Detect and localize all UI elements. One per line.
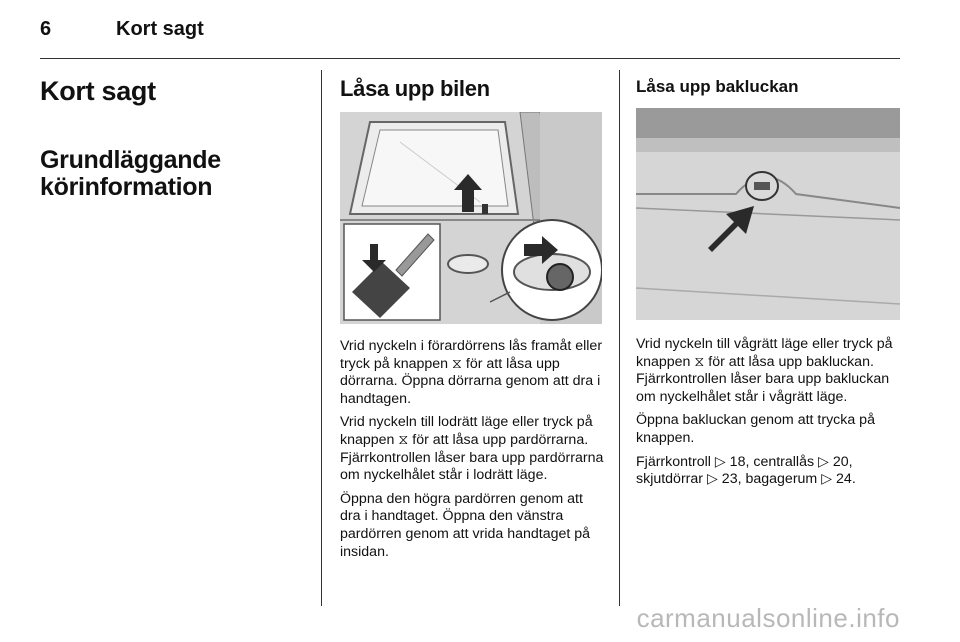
- column-2: [340, 76, 604, 567]
- unlock-tailgate-paragraph-2: Öppna bakluckan genom att trycka på knappen.: [636, 412, 875, 446]
- column-1: [40, 76, 310, 201]
- column-3: [636, 76, 902, 495]
- page-number: 6: [40, 18, 52, 40]
- section-heading: Kort sagt: [40, 76, 156, 106]
- column-divider-1: [321, 70, 322, 606]
- car-door-unlock-illustration: [340, 112, 602, 324]
- header-title: Kort sagt: [116, 18, 204, 40]
- unlock-tailgate-heading: Låsa upp bakluckan: [636, 77, 799, 96]
- unlock-car-paragraph-3: Öppna den högra pardörren genom att dra i handtaget. Öppna den vänstra pardörren genom att vrida handtaget på insidan.: [340, 490, 591, 560]
- header-rule: [40, 58, 900, 59]
- unlock-tailgate-paragraph-1: Vrid nyckeln till vågrätt läge eller tryck på knappen ⧖ för att låsa upp bakluckan. Fjärrkontrollen låser bara upp bakluckan om nyckelhålet står i vågrätt läge.: [636, 336, 893, 405]
- page-header: [40, 18, 204, 41]
- unlock-car-paragraph-2: Vrid nyckeln till lodrätt läge eller tryck på knappen ⧖ för att låsa upp pardörrarna. Fjärrkontrollen låser bara upp pardörrarna om nyckelhålet står i lodrätt läge.: [340, 414, 604, 484]
- unlock-car-heading: Låsa upp bilen: [340, 76, 490, 101]
- column-divider-2: [619, 70, 620, 606]
- section-subheading: Grundläggande körinformation: [40, 146, 221, 201]
- watermark: carmanualsonline.info: [636, 603, 900, 633]
- cross-references: Fjärrkontroll ▷ 18, centrallås ▷ 20, skjutdörrar ▷ 23, bagagerum ▷ 24.: [636, 453, 856, 488]
- tailgate-lock-illustration: [636, 108, 900, 320]
- unlock-car-paragraph-1: Vrid nyckeln i förardörrens lås framåt eller tryck på knappen ⧖ för att låsa upp dörrarna. Öppna dörrarna genom att dra i handtagen.: [340, 338, 603, 407]
